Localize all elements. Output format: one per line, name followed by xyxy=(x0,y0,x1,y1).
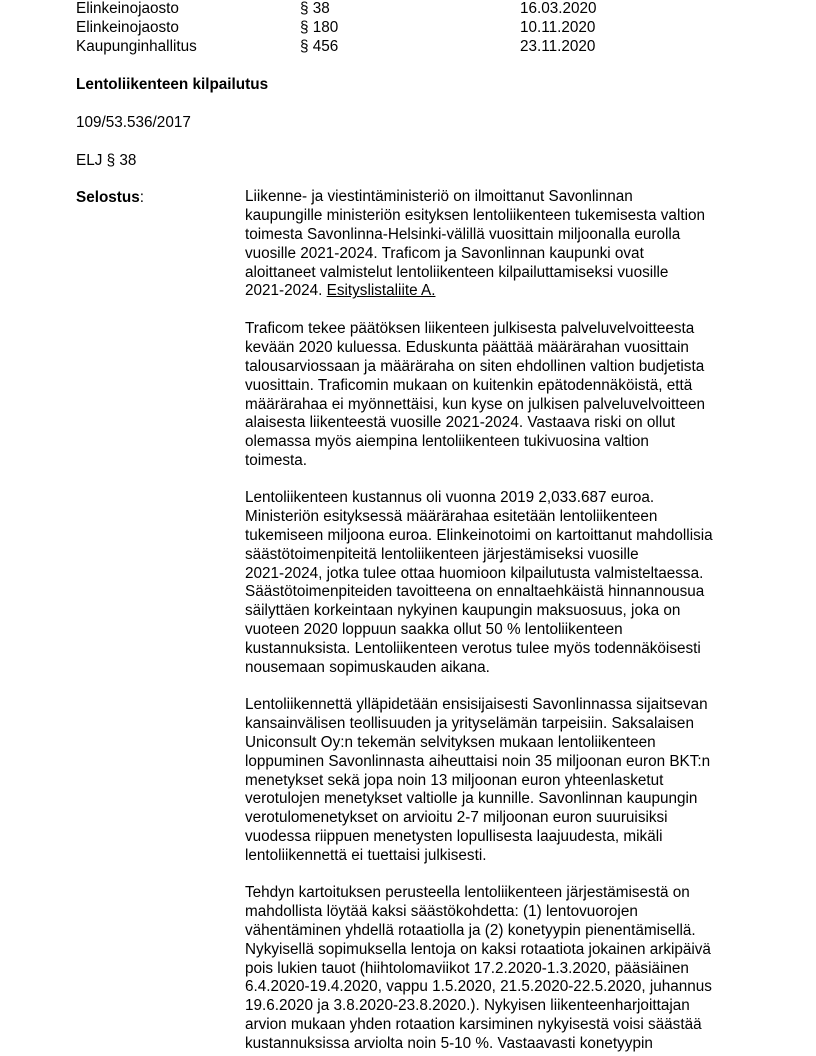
selostus-label xyxy=(76,189,144,207)
meeting-section: § 38 xyxy=(300,0,330,17)
text-line: säilyttäen korkeintaan nykyinen kaupungin maksuosuus, joka on xyxy=(245,602,681,620)
text-line: loppuminen Savonlinnasta aiheuttaisi noin 35 miljoonan euron BKT:n xyxy=(245,752,711,770)
text-line: kustannuksista. Lentoliikenteen verotus tulee myös todennäköisesti xyxy=(245,640,701,658)
meeting-date: 10.11.2020 xyxy=(520,19,596,36)
paragraph-2 xyxy=(245,320,745,471)
text-line: tukemiseen miljoona euroa. Elinkeinotoimi on kartoittanut mahdollisia xyxy=(245,526,713,544)
paragraph-3 xyxy=(245,489,745,678)
case-number: 109/53.536/2017 xyxy=(76,114,191,131)
text-line: pois lukien tauot (hiihtolomaviikot 17.2.2020-1.3.2020, pääsiäinen xyxy=(245,959,689,977)
document-title: Lentoliikenteen kilpailutus xyxy=(76,76,269,93)
text-line: toimesta Savonlinna-Helsinki-välillä vuosittain miljoonalla eurolla xyxy=(245,225,681,243)
text-line: Uniconsult Oy:n tekemän selvityksen mukaan lentoliikenteen xyxy=(245,733,656,751)
text-line: arvion mukaan yhden rotaation karsiminen nykyisestä voisi säästää xyxy=(245,1016,702,1034)
text-line: verotulojen menetykset valtiolle ja kunnille. Savonlinnan kaupungin xyxy=(245,790,698,808)
meeting-date: 16.03.2020 xyxy=(520,0,597,17)
meeting-date: 23.11.2020 xyxy=(520,38,596,55)
text-line: lentoliikennettä ei tuettaisi julkisesti. xyxy=(245,847,487,865)
selostus-colon: : xyxy=(139,189,145,206)
text-line: 19.6.2020 ja 3.8.2020-23.8.2020.). Nykyisen liikenteenharjoittajan xyxy=(245,997,690,1015)
text-line: Ministeriön esityksessä määrärahaa esitetään lentoliikenteen xyxy=(245,507,658,525)
text-line: talousarviossaan ja määräraha on siten ehdollinen valtion budjetista xyxy=(245,357,705,375)
text-line: nousemaan sopimuskauden aikana. xyxy=(245,659,490,677)
text-line: Lentoliikennettä ylläpidetään ensisijaisesti Savonlinnassa sijaitsevan xyxy=(245,696,708,713)
text-line: menetykset sekä jopa noin 13 miljoonan euron yhteenlasketut xyxy=(245,771,664,789)
meeting-body: Kaupunginhallitus xyxy=(76,38,197,55)
text-line: toimesta. xyxy=(245,452,308,470)
paragraph-1 xyxy=(245,188,745,301)
text-line: määrärahaa ei myönnettäisi, kun kyse on julkisen palveluvelvoitteen xyxy=(245,395,706,413)
text-line: kevään 2020 kuluessa. Eduskunta päättää määrärahan vuosittain xyxy=(245,338,689,356)
text-line: kansainvälisen teollisuuden ja yrityselämän tarpeisiin. Saksalaisen xyxy=(245,714,694,732)
text-line: olemassa myös aiempina lentoliikenteen tukivuosina valtion xyxy=(245,433,649,451)
text-line: 6.4.2020-19.4.2020, vappu 1.5.2020, 21.5.2020-22.5.2020, juhannus xyxy=(245,978,712,996)
selostus-label-text: Selostus xyxy=(76,189,140,206)
elj-reference: ELJ § 38 xyxy=(76,152,137,169)
text-line: vuodessa riippuen menetysten lopullisesta laajuudesta, mikäli xyxy=(245,828,663,846)
attachment-link[interactable]: Esityslistaliite A. xyxy=(326,282,436,300)
text-line: vuoteen 2020 loppuun saakka ollut 50 % lentoliikenteen xyxy=(245,621,623,639)
paragraph-4 xyxy=(245,696,745,866)
meeting-body: Elinkeinojaosto xyxy=(76,19,179,36)
text-line: alaisesta liikenteestä vuosille 2021-2024. Vastaava riski on ollut xyxy=(245,414,675,432)
text-line: verotulomenetykset on arvioitu 2-7 miljoonan euron suuruisiksi xyxy=(245,809,668,827)
text-line: Säästötoimenpiteiden tavoitteena on ennaltaehkäistä hinnannousua xyxy=(245,583,705,601)
text-line: kaupungille ministeriön esityksen lentoliikenteen tukemisesta valtion xyxy=(245,206,706,224)
text-line: säästötoimenpiteitä lentoliikenteen järjestämiseksi vuosille xyxy=(245,545,639,563)
text-line: vähentäminen yhdellä rotaatiolla ja (2) konetyypin pienentämisellä. xyxy=(245,921,696,939)
paragraph-5 xyxy=(245,884,745,1054)
text-line: mahdollista löytää kaksi säästökohdetta: (1) lentovuorojen xyxy=(245,902,638,920)
text-line: Tehdyn kartoituksen perusteella lentoliikenteen järjestämisestä on xyxy=(245,884,690,901)
text-line: vuosittain. Traficomin mukaan on kuitenkin epätodennäköistä, että xyxy=(245,376,693,394)
text-line: aloittaneet valmistelut lentoliikenteen kilpailuttamiseksi vuosille xyxy=(245,263,669,281)
text-line: 2021-2024, jotka tulee ottaa huomioon kilpailutusta valmisteltaessa. xyxy=(245,564,704,582)
meeting-section: § 456 xyxy=(300,38,339,55)
text-line: kustannuksissa arviolta noin 5-10 %. Vastaavasti konetyypin xyxy=(245,1035,653,1053)
meeting-section: § 180 xyxy=(300,19,339,36)
meeting-body: Elinkeinojaosto xyxy=(76,0,179,17)
text-line: Nykyisellä sopimuksella lentoja on kaksi rotaatiota jokainen arkipäivä xyxy=(245,940,711,958)
text-line: Liikenne- ja viestintäministeriö on ilmoittanut Savonlinnan xyxy=(245,188,633,205)
text-line-with-link xyxy=(245,282,745,301)
text-line: vuosille 2021-2024. Traficom ja Savonlinnan kaupunki ovat xyxy=(245,244,644,262)
text-fragment: 2021-2024. xyxy=(245,282,327,300)
text-line: Traficom tekee päätöksen liikenteen julkisesta palveluvelvoitteesta xyxy=(245,320,695,337)
text-line: Lentoliikenteen kustannus oli vuonna 2019 2,033.687 euroa. xyxy=(245,489,655,506)
